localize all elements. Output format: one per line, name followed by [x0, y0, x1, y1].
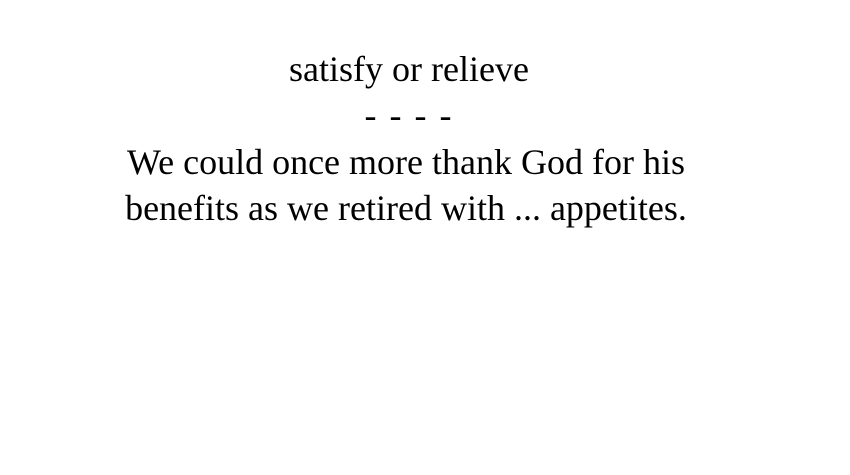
example-sentence-line: benefits as we retired with ... appetites.	[125, 188, 687, 228]
example-sentence-line: We could once more thank God for his	[127, 142, 685, 182]
example-sentence	[0, 139, 812, 231]
separator-dashes: - - - -	[364, 95, 454, 135]
definition-text: satisfy or relieve	[289, 49, 529, 89]
